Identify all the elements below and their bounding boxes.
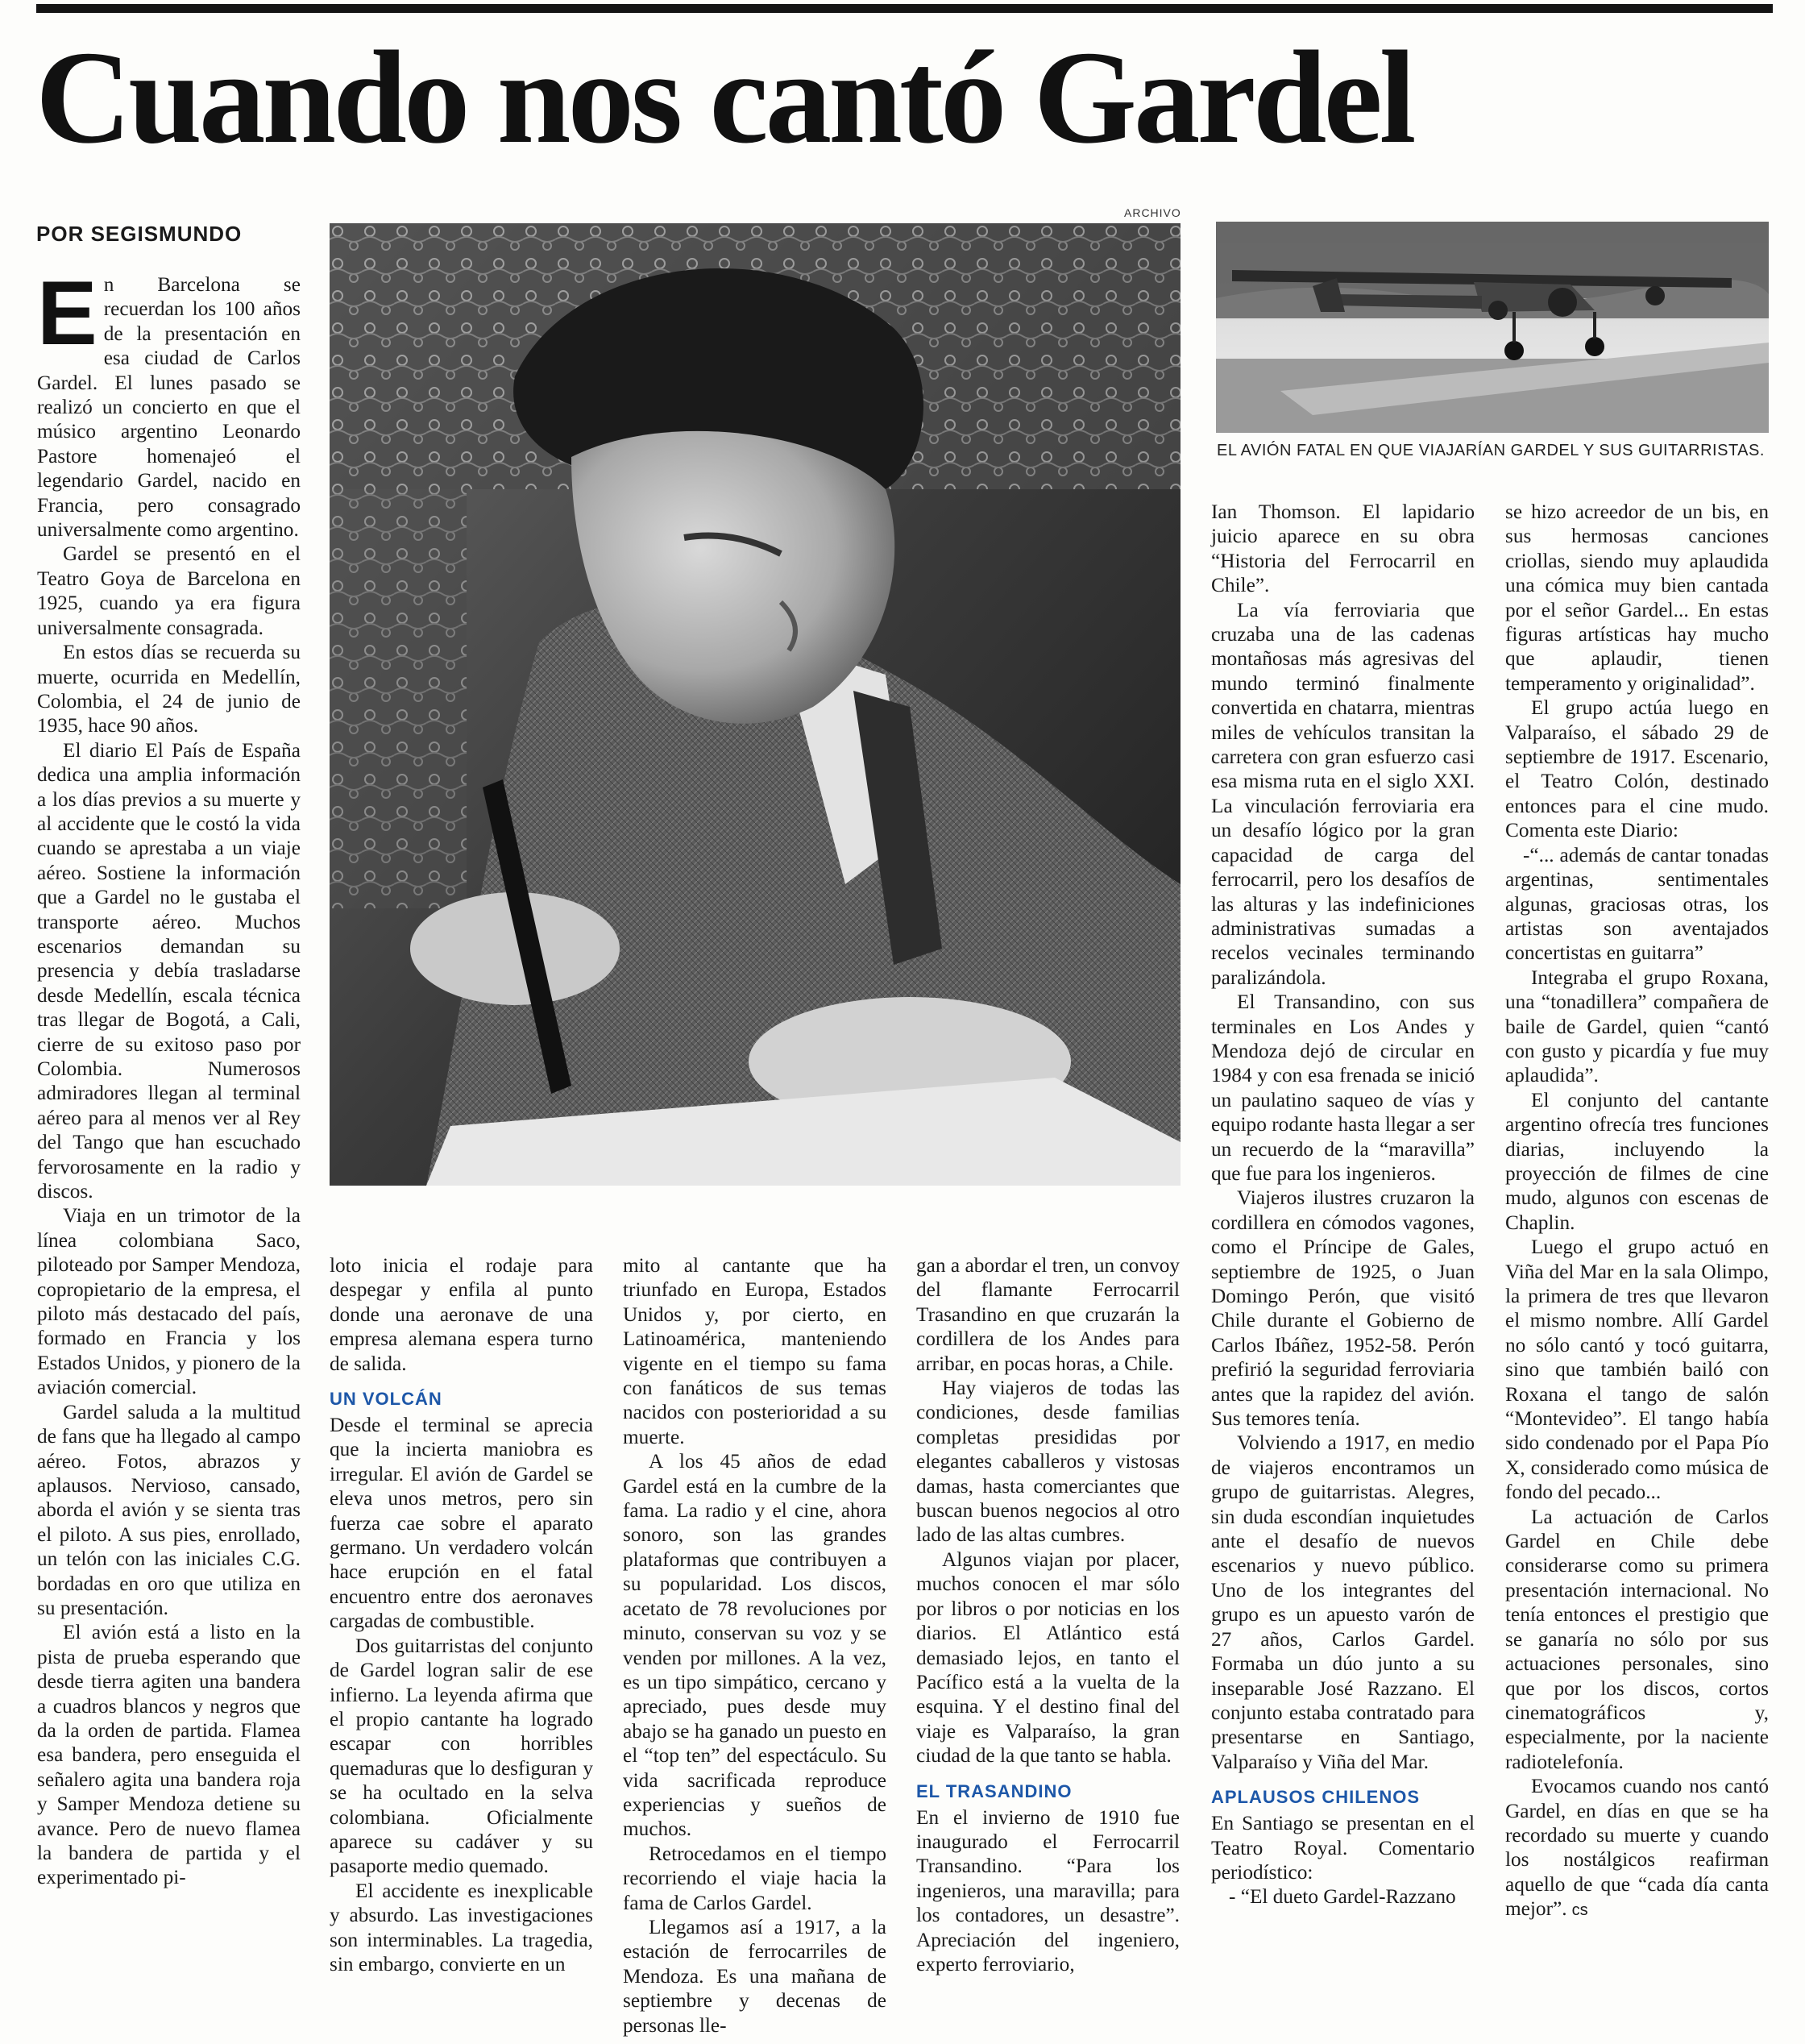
paragraph: El grupo actúa luego en Valparaíso, el sábado 29 de septiembre de 1917. Escenario, el Teatro Colón, destinado entonces para el cine mudo. Comenta este Diario: (1505, 696, 1769, 842)
paragraph: Gardel se presentó en el Teatro Goya de Barcelona en 1925, cuando ya era figura universalmente consagrada. (37, 542, 301, 639)
article-column-3 (623, 1253, 886, 2038)
end-mark: cs (1571, 1901, 1588, 1920)
paragraph: Retrocedamos en el tiempo recorriendo el viaje hacia la fama de Carlos Gardel. (623, 1842, 886, 1914)
paragraph: mito al cantante que ha triunfado en Europa, Estados Unidos y, por cierto, en Latinoamérica, manteniendo vigente en el tiempo su fama con fanáticos de sus temas nacidos con posterioridad a su muerte. (623, 1254, 886, 1448)
paragraph: Dos guitarristas del conjunto de Gardel logran salir de ese infierno. La leyenda afirma que el propio cantante ha logrado escapar con horribles quemaduras que lo desfiguran y se ha ocultado en la selva colombiana. Oficialmente aparece su cadáver y su pasaporte medio quemado. (330, 1634, 593, 1878)
gardel-photo (330, 223, 1181, 1186)
plane-caption: EL AVIÓN FATAL EN QUE VIAJARÍAN GARDEL Y SUS GUITARRISTAS. (1217, 442, 1765, 459)
paragraph: Volviendo a 1917, en medio de viajeros encontramos un grupo de guitarristas. Alegres, sin duda escondían inquietudes ante el desafío de nuevos escenarios y nuevo público. Uno de los integrantes del grupo es un apuesto varón de 27 años, Carlos Gardel. Formaba un dúo junto a su inseparable José Razzano. El conjunto estaba contratado para presentarse en Santiago, Valparaíso y Viña del Mar. (1211, 1431, 1475, 1773)
plane-photo (1216, 222, 1769, 433)
top-rule (36, 4, 1773, 13)
paragraph: El avión está a listo en la pista de prueba esperando que desde tierra agiten una bandera a cuadros blancos y negros que da la orden de partida. Flamea esa bandera, pero enseguida el señalero agita una bandera roja y Samper Mendoza detiene su avance. Pero de nuevo flamea la bandera de partida y el experimentado pi- (37, 1621, 301, 1889)
paragraph: Ian Thomson. El lapidario juicio aparece en su obra “Historia del Ferrocarril en Chile”. (1211, 501, 1475, 597)
drop-cap: E (37, 263, 98, 364)
article-column-6 (1505, 500, 1769, 1923)
paragraph: En estos días se recuerda su muerte, ocurrida en Medellín, Colombia, el 24 de junio de 1935, hace 90 años. (37, 641, 301, 737)
paragraph: El conjunto del cantante argentino ofrecía tres funciones diarias, incluyendo la proyección de filmes de cine mudo, algunos con escenas de Chaplin. (1505, 1088, 1769, 1234)
paragraph (1505, 1774, 1769, 1922)
paragraph: Algunos viajan por placer, muchos conocen el mar sólo por libros o por noticias en los diarios. El Atlántico está demasiado lejos, en tanto el Pacífico está a la vuelta de la esquina. Y el destino final del viaje es Valparaíso, la gran ciudad de la que tanto se habla. (916, 1548, 1180, 1768)
paragraph: En Santiago se presentan en el Teatro Royal. Comentario periodístico: (1211, 1812, 1475, 1884)
paragraph: La vía ferroviaria que cruzaba una de las cadenas montañosas más agresivas del mundo terminó finalmente convertida en chatarra, mientras miles de vehículos transitan la carretera con gran esfuerzo casi esa misma ruta en el siglo XXI. La vinculación ferroviaria era un desafío lógico por la gran capacidad de carga del ferrocarril, pero los desafíos de las alturas y las indefiniciones administrativas sumadas a recelos vecinales terminando paralizándola. (1211, 598, 1475, 989)
paragraph: Viajeros ilustres cruzaron la cordillera en cómodos vagones, como el Príncipe de Gales, septiembre de 1925, o Juan Domingo Perón, que visitó Chile durante el Gobierno de Carlos Ibáñez, 1952-58. Perón prefirió la seguridad ferroviaria antes que la rapidez del avión. Sus temores tenía. (1211, 1186, 1475, 1431)
byline: POR SEGISMUNDO (36, 222, 243, 246)
paragraph: El accidente es inexplicable y absurdo. Las investigaciones son interminables. La tragedia, sin embargo, convierte en un (330, 1879, 593, 1975)
article-column-4 (916, 1253, 1180, 1976)
paragraph: La actuación de Carlos Gardel en Chile debe considerarse como su primera presentación internacional. No tenía entonces el prestigio que se ganaría no sólo por sus actuaciones personales, sino que por los discos, cortos cinematográficos y, especialmente, por la naciente radiotelefonía. (1505, 1505, 1769, 1773)
paragraph: A los 45 años de edad Gardel está en la cumbre de la fama. La radio y el cine, ahora sonoro, son las grandes plataformas que contribuyen a su popularidad. Los discos, acetato de 78 revoluciones por minuto, conservan su voz y se venden por millones. A la vez, es un tipo simpático, cercano y apreciado, pues desde muy abajo se ha ganado un puesto en el “top ten” del espectáculo. Su vida sacrificada reproduce experiencias y sueños de muchos. (623, 1450, 886, 1841)
paragraph-text: n Barcelona se recuerdan los 100 años de la presentación en esa ciudad de Carlos Gardel. El lunes pasado se realizó un concierto en que el músico argentino Leonardo Pastore homenajeó el legendario Gardel, nacido en Francia, pero consagrado universalmente como argentino. (37, 273, 301, 542)
quote-paragraph: - “El dueto Gardel-Razzano (1229, 1885, 1456, 1909)
subheading: EL TRASANDINO (916, 1780, 1073, 1801)
paragraph: loto inicia el rodaje para despegar y enfila al punto donde una aeronave de una empresa alemana espera turno de salida. (330, 1254, 593, 1375)
paragraph: Luego el grupo actuó en Viña del Mar en la sala Olimpo, la primera de tres que llevaron el mismo nombre. Allí Gardel no sólo cantó y tocó guitarra, sino que también bailó con Roxana el tango de salón “Montevideo”. El tango había sido condenado por el Papa Pío X, considerado como música de fondo del pecado... (1505, 1236, 1769, 1504)
paragraph: El Transandino, con sus terminales en Los Andes y Mendoza dejó de circular en 1984 y con esa frenada se inició un paulatino saqueo de vías y equipo rodante hasta llegar a ser un recuerdo de la “maravilla” que fue para los ingenieros. (1211, 991, 1475, 1185)
paragraph: El diario El País de España dedica una amplia información a los días previos a su muerte y al accidente que le costó la vida cuando se aprestaba a un viaje aéreo. Sostiene la información que a Gardel no le gustaba el transporte aéreo. Muchos escenarios demandan su presencia y debía trasladarse desde Medellín, escala técnica tras llegar de Bogotá, a Cali, cierre de su exitoso paso por Colombia. Numerosos admiradores llegan al terminal aéreo para al menos ver al Rey del Tango que han escuchado fervorosamente en la radio y discos. (37, 738, 301, 1203)
article-column-2 (330, 1253, 593, 1976)
paragraph (37, 263, 301, 542)
paragraph: Desde el terminal se aprecia que la incierta maniobra es irregular. El avión de Gardel se eleva unos metros, pero sin fuerza cae sobre el aparato germano. Un verdadero volcán hace erupción en el fatal encuentro entre dos aeronaves cargadas de combustible. (330, 1414, 593, 1633)
photo-credit: ARCHIVO (1124, 206, 1181, 219)
paragraph-text: Evocamos cuando nos cantó Gardel, en días en que se ha recordado su muerte y cuando los nostálgicos reafirman aquello de que “cada día canta mejor”. (1505, 1775, 1769, 1921)
paragraph: Viaja en un trimotor de la línea colombiana Saco, piloteado por Samper Mendoza, copropietario de la empresa, el piloto más destacado del país, formado en Francia y los Estados Unidos, y pionero de la aviación comercial. (37, 1204, 301, 1399)
article-column-1 (37, 263, 301, 1890)
paragraph: gan a abordar el tren, un convoy del flamante Ferrocarril Trasandino en que cruzarán la cordillera de los Andes para arribar, en pocas horas, a Chile. (916, 1254, 1180, 1375)
paragraph: Gardel saluda a la multitud de fans que ha llegado al campo aéreo. Fotos, abrazos y aplausos. Nervioso, cansado, aborda el avión y se sienta tras el piloto. A sus pies, enrollado, un telón con las iniciales C.G. bordadas en oro que utiliza en su presentación. (37, 1400, 301, 1619)
headline: Cuando nos cantó Gardel (35, 23, 1413, 171)
paragraph: Hay viajeros de todas las condiciones, desde familias completas presididas por elegantes caballeros y vistosas damas, hasta comerciantes que buscan buenos negocios al otro lado de las altas cumbres. (916, 1377, 1180, 1547)
paragraph: se hizo acreedor de un bis, en sus hermosas canciones criollas, siendo muy aplaudida una cómica muy bien cantada por el señor Gardel... En estas figuras artísticas hay mucho que aplaudir, tienen temperamento y originalidad”. (1505, 501, 1769, 695)
paragraph: En el invierno de 1910 fue inaugurado el Ferrocarril Transandino. “Para los ingenieros, una maravilla; para los contadores, un desastre”. Apreciación del ingeniero, experto ferroviario, (916, 1805, 1180, 1975)
subheading: APLAUSOS CHILENOS (1211, 1787, 1421, 1808)
paragraph: Integraba el grupo Roxana, una “tonadillera” compañera de baile de Gardel, quien “cantó con gusto y picardía y fue muy aplaudida”. (1505, 966, 1769, 1087)
paragraph: Llegamos así a 1917, a la estación de ferrocarriles de Mendoza. Es una mañana de septiembre y decenas de personas lle- (623, 1915, 886, 2037)
subheading: UN VOLCÁN (330, 1389, 442, 1410)
quote-paragraph: -“... además de cantar tonadas argentinas, sentimentales algunas, graciosas otras, los artistas son aventajados concertistas en guitarra” (1505, 843, 1769, 965)
article-column-5 (1211, 500, 1475, 1909)
